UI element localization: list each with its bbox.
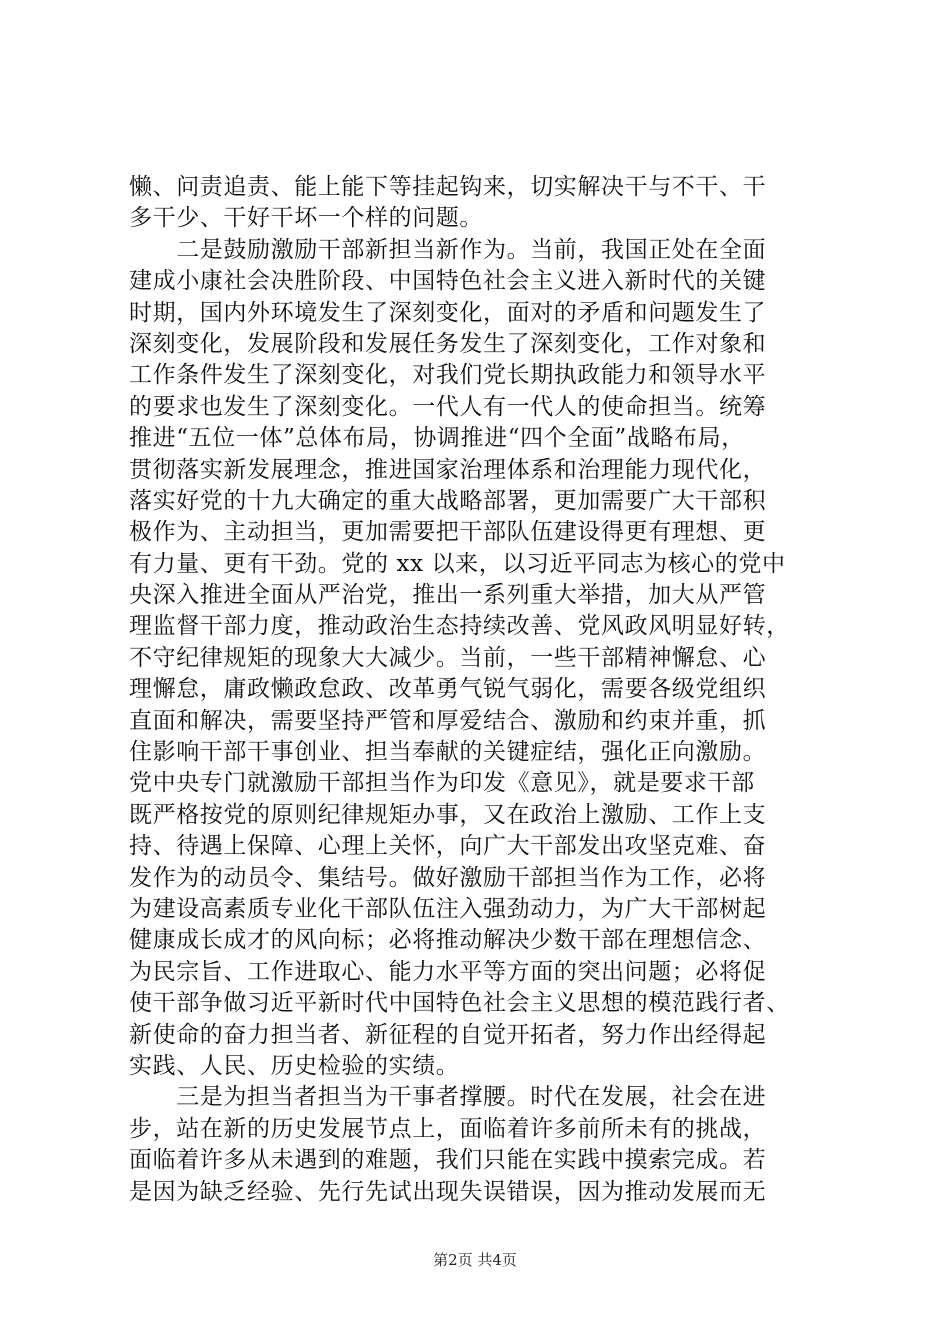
text-line: 新使命的奋力担当者、新征程的自觉开拓者，努力作出经得起 [129,1021,767,1048]
text-line: 步，站在新的历史发展节点上，面临着许多前所未有的挑战， [129,1115,767,1142]
text-line: 不守纪律规矩的现象大大减少。当前，一些干部精神懈怠、心 [129,644,767,671]
text-line: 是因为缺乏经验、先行先试出现失误错误，因为推动发展而无 [129,1178,767,1205]
text-line: 发作为的动员令、集结号。做好激励干部担当作为工作，必将 [129,864,767,891]
text-line: 建成小康社会决胜阶段、中国特色社会主义进入新时代的关键 [129,268,767,295]
text-line: 为民宗旨、工作进取心、能力水平等方面的突出问题；必将促 [129,958,767,985]
body-text [129,172,849,1208]
text-line: 时期，国内外环境发生了深刻变化，面对的矛盾和问题发生了 [129,299,767,326]
text-line: 持、待遇上保障、心理上关怀，向广大干部发出攻坚克难、奋 [129,833,767,860]
text-line: 贯彻落实新发展理念，推进国家治理体系和治理能力现代化， [129,456,767,483]
text-line: 落实好党的十九大确定的重大战略部署，更加需要广大干部积 [129,487,767,514]
text-line: 有力量、更有干劲。党的 xx 以来，以习近平同志为核心的党中 [129,550,786,577]
text-line: 央深入推进全面从严治党，推出一系列重大举措，加大从严管 [129,582,767,609]
text-line: 既严格按党的原则纪律规矩办事，又在政治上激励、工作上支 [129,801,767,828]
text-line: 直面和解决，需要坚持严管和厚爱结合、激励和约束并重，抓 [129,707,767,734]
text-line: 二是鼓励激励干部新担当新作为。当前，我国正处在全面 [129,236,767,263]
text-line: 为建设高素质专业化干部队伍注入强劲动力，为广大干部树起 [129,895,767,922]
text-line: 懒、问责追责、能上能下等挂起钩来，切实解决干与不干、干 [129,174,767,200]
text-line: 党中央专门就激励干部担当作为印发《意见》，就是要求干部 [129,770,755,797]
text-line: 深刻变化，发展阶段和发展任务发生了深刻变化，工作对象和 [129,330,767,357]
text-line: 使干部争做习近平新时代中国特色社会主义思想的模范践行者、 [129,990,790,1017]
text-line: 面临着许多从未遇到的难题，我们只能在实践中摸索完成。若 [129,1147,767,1174]
text-line: 健康成长成才的风向标；必将推动解决少数干部在理想信念、 [129,927,767,954]
text-line: 实践、人民、历史检验的实绩。 [129,1052,460,1079]
text-line: 三是为担当者担当为干事者撑腰。时代在发展，社会在进 [129,1084,767,1111]
text-line: 理懈怠，庸政懒政怠政、改革勇气锐气弱化，需要各级党组织 [129,676,767,703]
text-line: 工作条件发生了深刻变化，对我们党长期执政能力和领导水平 [129,362,767,389]
text-line: 住影响干部干事创业、担当奉献的关键症结，强化正向激励。 [129,739,767,766]
page-number-footer: 第2页 共4页 [433,1251,517,1269]
text-line: 极作为、主动担当，更加需要把干部队伍建设得更有理想、更 [129,519,767,546]
text-line: 的要求也发生了深刻变化。一代人有一代人的使命担当。统筹 [129,393,767,420]
text-line: 理监督干部力度，推动政治生态持续改善、党风政风明显好转， [129,613,790,640]
text-line: 推进“五位一体”总体布局，协调推进“四个全面”战略布局， [129,425,745,452]
text-line: 多干少、干好干坏一个样的问题。 [129,205,483,232]
